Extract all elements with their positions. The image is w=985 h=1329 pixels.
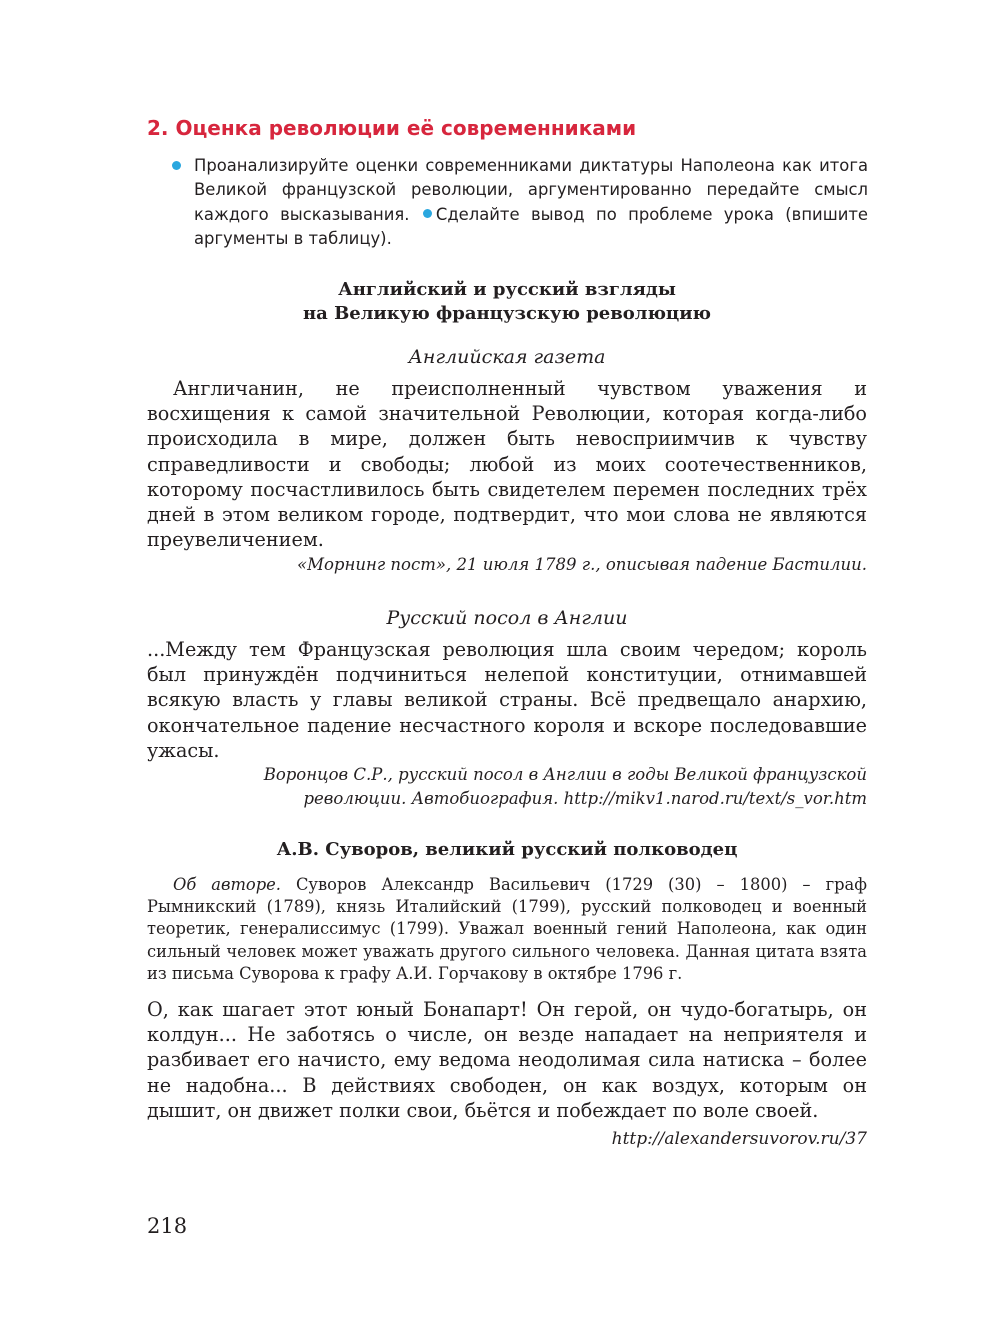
page-number: 218 [147, 1214, 188, 1238]
english-quote: Англичанин, не преисполненный чувством уважения и восхищения к самой значительной Революции, которая когда-либо происходила в мире, должен быть невосприимчив к чувству справедливости и свободы; любой из моих соотечественников, которому посчастливилось быть свидетелем перемен последних трёх дней в этом великом городе, подтвердит, что мои слова не являются преувеличением. [147, 377, 867, 552]
bullet-dot-icon [423, 209, 432, 218]
about-author-text: Суворов Александр Васильевич (1729 (30) – 1800) – граф Рымникский (1789), князь Италийский (1799), русский полководец и военный теоретик, генералиссимус (1799). Уважал военный гений Наполеона, как один сильный человек может уважать другого сильного человека. Данная цитата взята из письма Суворова к графу А.И. Горчакову в октябре 1796 г. [147, 875, 867, 983]
russian-source-line-1: Воронцов С.Р., русский посол в Англии в годы Великой французской [263, 765, 867, 784]
task-part-1: Проанализируйте оценки современниками диктатуры Наполеона как итога Великой французской революции, аргументированно передайте смысл каждого высказывания. [194, 156, 868, 224]
russian-subheading: Русский посол в Англии [386, 607, 628, 629]
english-subheading: Английская газета [408, 346, 606, 368]
task-instructions [194, 154, 868, 251]
bullet-dot-icon [172, 161, 181, 170]
russian-quote: ...Между тем Французская революция шла своим чередом; король был принуждён подчиниться нелепой конституции, отнимавшей всякую власть у главы великой страны. Всё предвещало анархию, окончательное падение несчастного короля и вскоре последовавшие ужасы. [147, 638, 867, 762]
views-heading [147, 278, 867, 326]
views-heading-line-2: на Великую французскую революцию [302, 303, 712, 324]
suvorov-source: http://alexandersuvorov.ru/37 [611, 1129, 867, 1149]
about-author-label: Об авторе. [173, 875, 281, 894]
about-author [147, 874, 867, 985]
russian-source-line-2: революции. Автобиография. http://mikv1.narod.ru/text/s_vor.htm [303, 789, 867, 808]
views-heading-line-1: Английский и русский взгляды [338, 279, 676, 300]
english-source: «Морнинг пост», 21 июля 1789 г., описывая падение Бастилии. [297, 555, 867, 574]
task-part-2: Сделайте вывод по проблеме урока (впишите аргументы в таблицу). [194, 204, 868, 248]
russian-source [147, 763, 867, 811]
suvorov-quote: О, как шагает этот юный Бонапарт! Он герой, он чудо-богатырь, он колдун... Не заботясь о числе, он везде нападает на неприятеля и разбивает его начисто, ему ведома неодолимая сила натиска – более не надобна... В действиях свободен, он как воздух, которым он дышит, он движет полки свои, бьётся и побеждает по воле своей. [147, 998, 867, 1122]
section-title: 2. Оценка революции её современниками [147, 116, 637, 140]
suvorov-heading: А.В. Суворов, великий русский полководец [276, 839, 738, 860]
